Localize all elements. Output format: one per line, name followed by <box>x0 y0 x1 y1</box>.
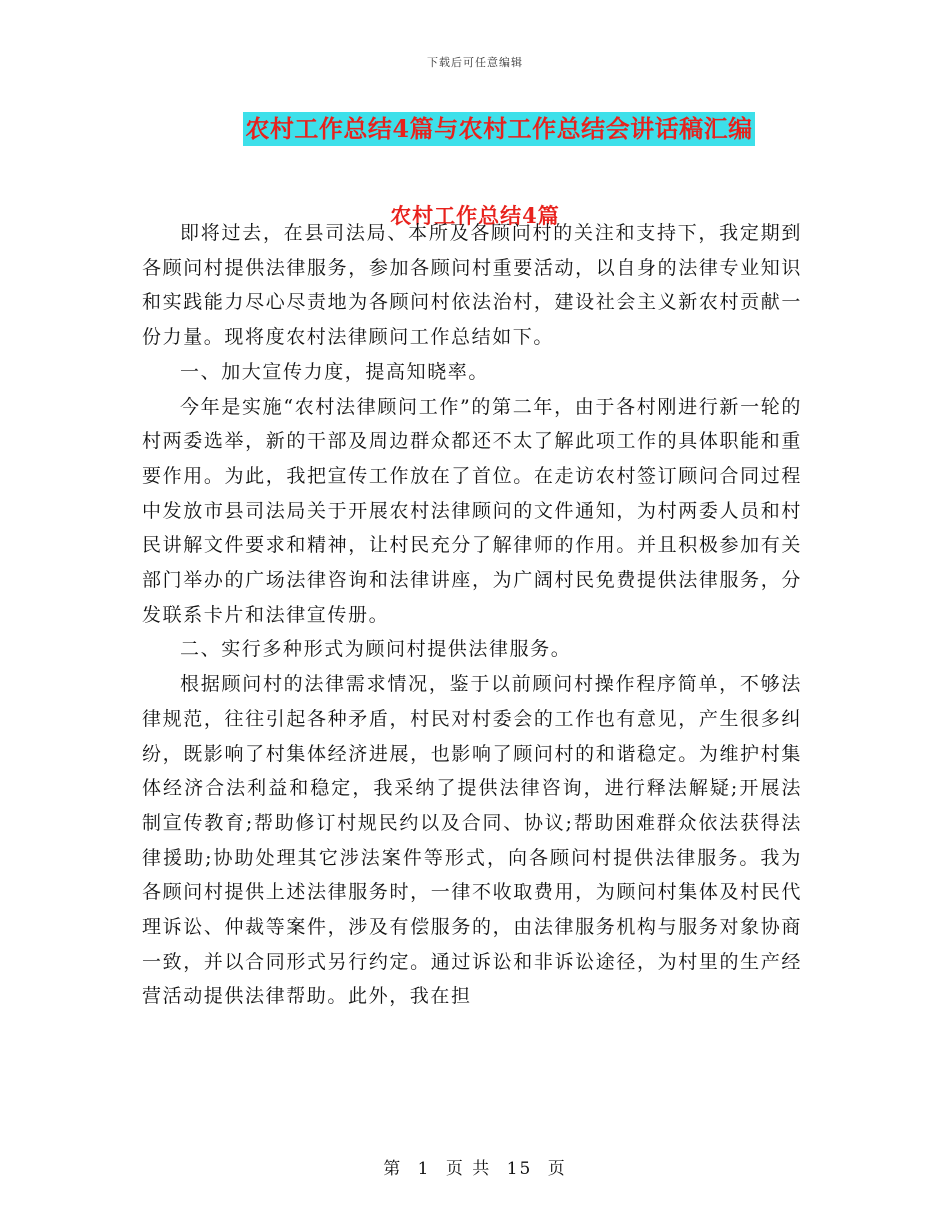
heading-legal-services: 二、实行多种形式为顾问村提供法律服务。 <box>180 638 572 661</box>
paragraph-intro: 即将过去，在县司法局、本所及各顾问村的关注和支持下，我定期到各顾问村提供法律服务，参加各顾问村重要活动，以自身的法律专业知识和实践能力尽心尽责地为各顾问村依法治村，建设社会主义新农村贡献一份力量。现将度农村法律顾问工作总结如下。 <box>142 222 802 349</box>
footer-suffix: 页 <box>547 1159 567 1179</box>
footer-total-pages: 15 <box>506 1159 533 1179</box>
heading-publicity: 一、加大宣传力度，提高知晓率。 <box>180 360 490 383</box>
footer-prefix: 第 <box>383 1159 403 1179</box>
header-note: 下载后可任意编辑 <box>427 56 523 69</box>
paragraph-legal-services: 根据顾问村的法律需求情况，鉴于以前顾问村操作程序简单，不够法律规范，往往引起各种矛盾，村民对村委会的工作也有意见，产生很多纠纷，既影响了村集体经济进展，也影响了顾问村的和谐稳定。为维护村集体经济合法利益和稳定，我采纳了提供法律咨询，进行释法解疑;开展法制宣传教育;帮助修订村规民约以及合同、协议;帮助困难群众依法获得法律援助;协助处理其它涉法案件等形式，向各顾问村提供法律服务。我为各顾问村提供上述法律服务时，一律不收取费用，为顾问村集体及村民代理诉讼、仲裁等案件，涉及有偿服务的，由法律服务机构与服务对象协商一致，并以合同形式另行约定。通过诉讼和非诉讼途径，为村里的生产经营活动提供法律帮助。此外，我在担 <box>142 673 802 1008</box>
document-title: 农村工作总结4篇与农村工作总结会讲话稿汇编 <box>243 112 754 146</box>
paragraph-publicity: 今年是实施“农村法律顾问工作”的第二年，由于各村刚进行新一轮的村两委选举，新的干部及周边群众都还不太了解此项工作的具体职能和重要作用。为此，我把宣传工作放在了首位。在走访农村签订顾问合同过程中发放市县司法局关于开展农村法律顾问的文件通知，为村两委人员和村民讲解文件要求和精神，让村民充分了解律师的作用。并且积极参加有关部门举办的广场法律咨询和法律讲座，为广阔村民免费提供法律服务，分发联系卡片和法律宣传册。 <box>142 395 802 626</box>
document-body <box>142 216 802 1014</box>
document-title-wrap <box>0 112 950 146</box>
footer-middle: 页 共 <box>445 1159 492 1179</box>
page-footer <box>0 1154 950 1179</box>
footer-page-number: 1 <box>417 1159 431 1179</box>
section-title: 农村工作总结4篇 <box>390 203 560 228</box>
